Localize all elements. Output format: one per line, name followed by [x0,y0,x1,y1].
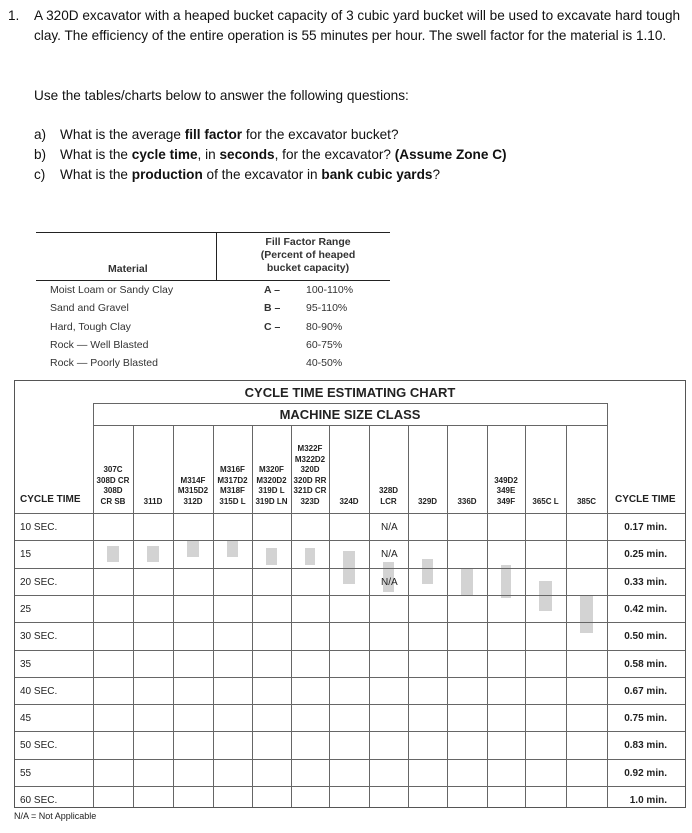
chart-row-rule [15,786,685,787]
chart-column-rule [93,403,94,807]
cycle-time-minutes: 0.83 min. [624,740,667,752]
machine-model: 320D RR [293,475,327,485]
cycle-time-chart [14,380,686,808]
material-header: Material [108,263,148,275]
chart-column-rule [566,425,567,807]
machine-model: M317D2 [217,475,248,485]
chart-rule [15,513,685,514]
chart-column-rule [329,425,330,807]
chart-column-rule [607,403,608,807]
chart-shaded-bar [501,565,511,598]
machine-model: 312D [183,496,203,506]
not-applicable-mark: N/A [381,522,398,533]
cycle-time-seconds: 10 SEC. [20,522,58,533]
chart-row-rule [15,677,685,678]
machine-model: 349E [496,486,516,495]
machine-model: 328D [378,486,399,495]
machine-model: 307C [103,465,123,474]
cycle-time-seconds: 55 [20,767,32,779]
material-row-label: Rock — Well Blasted [50,339,149,351]
cycle-time-seconds: 50 SEC. [20,740,58,752]
fill-range: 60-75% [306,339,343,351]
machine-model: M322D2 [294,454,326,464]
cycle-time-seconds: 20 SEC. [20,576,58,588]
cycle-time-seconds: 25 [20,603,32,615]
fill-range: 40-50% [306,357,343,369]
not-applicable-mark: N/A [381,549,398,561]
question-number: 1. [8,8,20,23]
right-column-header: CYCLE TIME [615,494,676,505]
chart-rule [93,403,607,404]
cycle-time-minutes: 0.17 min. [624,522,667,533]
machine-class-header [133,497,173,508]
chart-column-rule [133,425,134,807]
chart-shaded-bar [187,540,199,556]
machine-class-header [213,465,252,507]
footnote: N/A = Not Applicable [14,811,97,821]
chart-row-rule [15,759,685,760]
sub-question-letter: b) [34,147,47,162]
machine-class-header [291,444,329,507]
cycle-time-seconds: 30 SEC. [20,631,58,643]
cycle-time-minutes: 0.25 min. [624,549,667,561]
machine-model: 324D [339,496,359,506]
chart-column-rule [408,425,409,807]
machine-model: 319D L [258,486,285,495]
cycle-time-seconds: 45 [20,713,32,725]
instructions-text: Use the tables/charts below to answer the following questions: [34,88,409,103]
machine-model: 321D CR [293,486,327,495]
cycle-time-minutes: 0.50 min. [624,631,667,643]
material-row-label: Moist Loam or Sandy Clay [50,284,174,296]
left-column-header: CYCLE TIME [20,494,81,505]
table-rule [36,232,390,233]
chart-shaded-bar [422,559,433,584]
cycle-time-minutes: 0.42 min. [624,603,667,615]
fill-range: 100-110% [306,284,354,296]
table-divider [216,232,217,280]
chart-column-rule [447,425,448,807]
machine-model: 319D LN [255,496,288,506]
chart-shaded-bar [227,540,238,556]
sub-question-text: What is the average fill factor for the excavator bucket? [60,127,399,142]
machine-model: 311D [143,496,163,506]
cycle-time-minutes: 0.33 min. [624,576,667,588]
machine-model: M314F [180,475,206,485]
table-rule [36,280,390,281]
chart-row-rule [15,540,685,541]
chart-row-rule [15,731,685,732]
machine-model: 349D2 [494,475,518,485]
material-row-label: Hard, Tough Clay [50,321,131,333]
machine-model: M320D2 [256,475,287,485]
zone-label: A – [264,284,280,296]
machine-model: M315D2 [177,486,209,495]
machine-class-header [173,476,213,508]
fill-range: 95-110% [306,302,348,314]
chart-shaded-bar [580,595,593,633]
cycle-time-minutes: 0.75 min. [624,713,667,725]
fill-factor-header: Fill Factor Range (Percent of heaped bucket capacity) [260,236,356,274]
chart-shaded-bar [461,568,473,595]
machine-model: 385C [576,496,597,506]
machine-class-header [487,476,525,508]
zone-label: B – [264,302,281,314]
chart-shaded-bar [539,581,552,611]
chart-row-rule [15,595,685,596]
not-applicable-mark: N/A [381,576,398,588]
machine-model: 308D [103,486,123,495]
machine-model: 315D L [219,496,246,506]
sub-question-text: What is the production of the excavator in bank cubic yards? [60,167,441,182]
chart-shaded-bar [147,546,159,562]
machine-class-header [566,497,607,508]
chart-row-rule [15,704,685,705]
cycle-time-minutes: 0.67 min. [624,685,667,697]
machine-class-header [252,465,291,507]
machine-class-header [93,465,133,507]
question-text: A 320D excavator with a heaped bucket capacity of 3 cubic yard bucket will be used to excavate hard tough clay. The efficiency of the entire operation is 55 minutes per hour. The swell factor for the material is 1.10. [34,8,681,43]
chart-title: CYCLE TIME ESTIMATING CHART [244,385,456,400]
machine-model: M320F [259,465,284,474]
machine-class-header [408,497,447,508]
machine-class-header [525,497,566,508]
material-row-label: Sand and Gravel [50,302,129,314]
machine-model: LCR [380,496,397,506]
machine-model: M316F [220,465,245,474]
chart-subtitle: MACHINE SIZE CLASS [279,407,421,422]
cycle-time-seconds: 40 SEC. [20,685,58,697]
chart-row-rule [15,568,685,569]
chart-rule [93,425,607,426]
machine-model: 349F [496,496,516,506]
chart-row-rule [15,622,685,623]
cycle-time-seconds: 15 [20,549,32,561]
zone-label: C – [264,321,281,333]
sub-question-letter: c) [34,167,46,182]
machine-model: M318F [220,486,245,495]
chart-column-rule [369,425,370,807]
machine-model: 365C L [532,496,559,506]
machine-model: 308D CR [96,475,130,485]
machine-class-header [369,486,408,507]
machine-model: CR SB [100,496,126,506]
chart-row-rule [15,650,685,651]
chart-shaded-bar [266,548,277,564]
cycle-time-seconds: 35 [20,658,32,670]
cycle-time-minutes: 1.0 min. [629,795,667,806]
sub-question-letter: a) [34,127,47,142]
chart-shaded-bar [305,548,315,564]
cycle-time-seconds: 60 SEC. [20,795,58,806]
machine-model: 323D [300,496,320,506]
machine-class-header [447,497,487,508]
machine-class-header [329,497,369,508]
chart-column-rule [525,425,526,807]
machine-model: 329D [417,496,438,506]
fill-factor-table [36,232,390,372]
fill-range: 80-90% [306,321,343,333]
cycle-time-minutes: 0.92 min. [624,767,667,779]
machine-model: M322F [297,444,323,453]
material-row-label: Rock — Poorly Blasted [50,357,158,369]
machine-model: 336D [457,496,477,506]
cycle-time-minutes: 0.58 min. [624,658,667,670]
machine-model: 320D [300,465,320,474]
chart-shaded-bar [107,546,119,562]
sub-question-text: What is the cycle time, in seconds, for the excavator? (Assume Zone C) [60,147,507,162]
